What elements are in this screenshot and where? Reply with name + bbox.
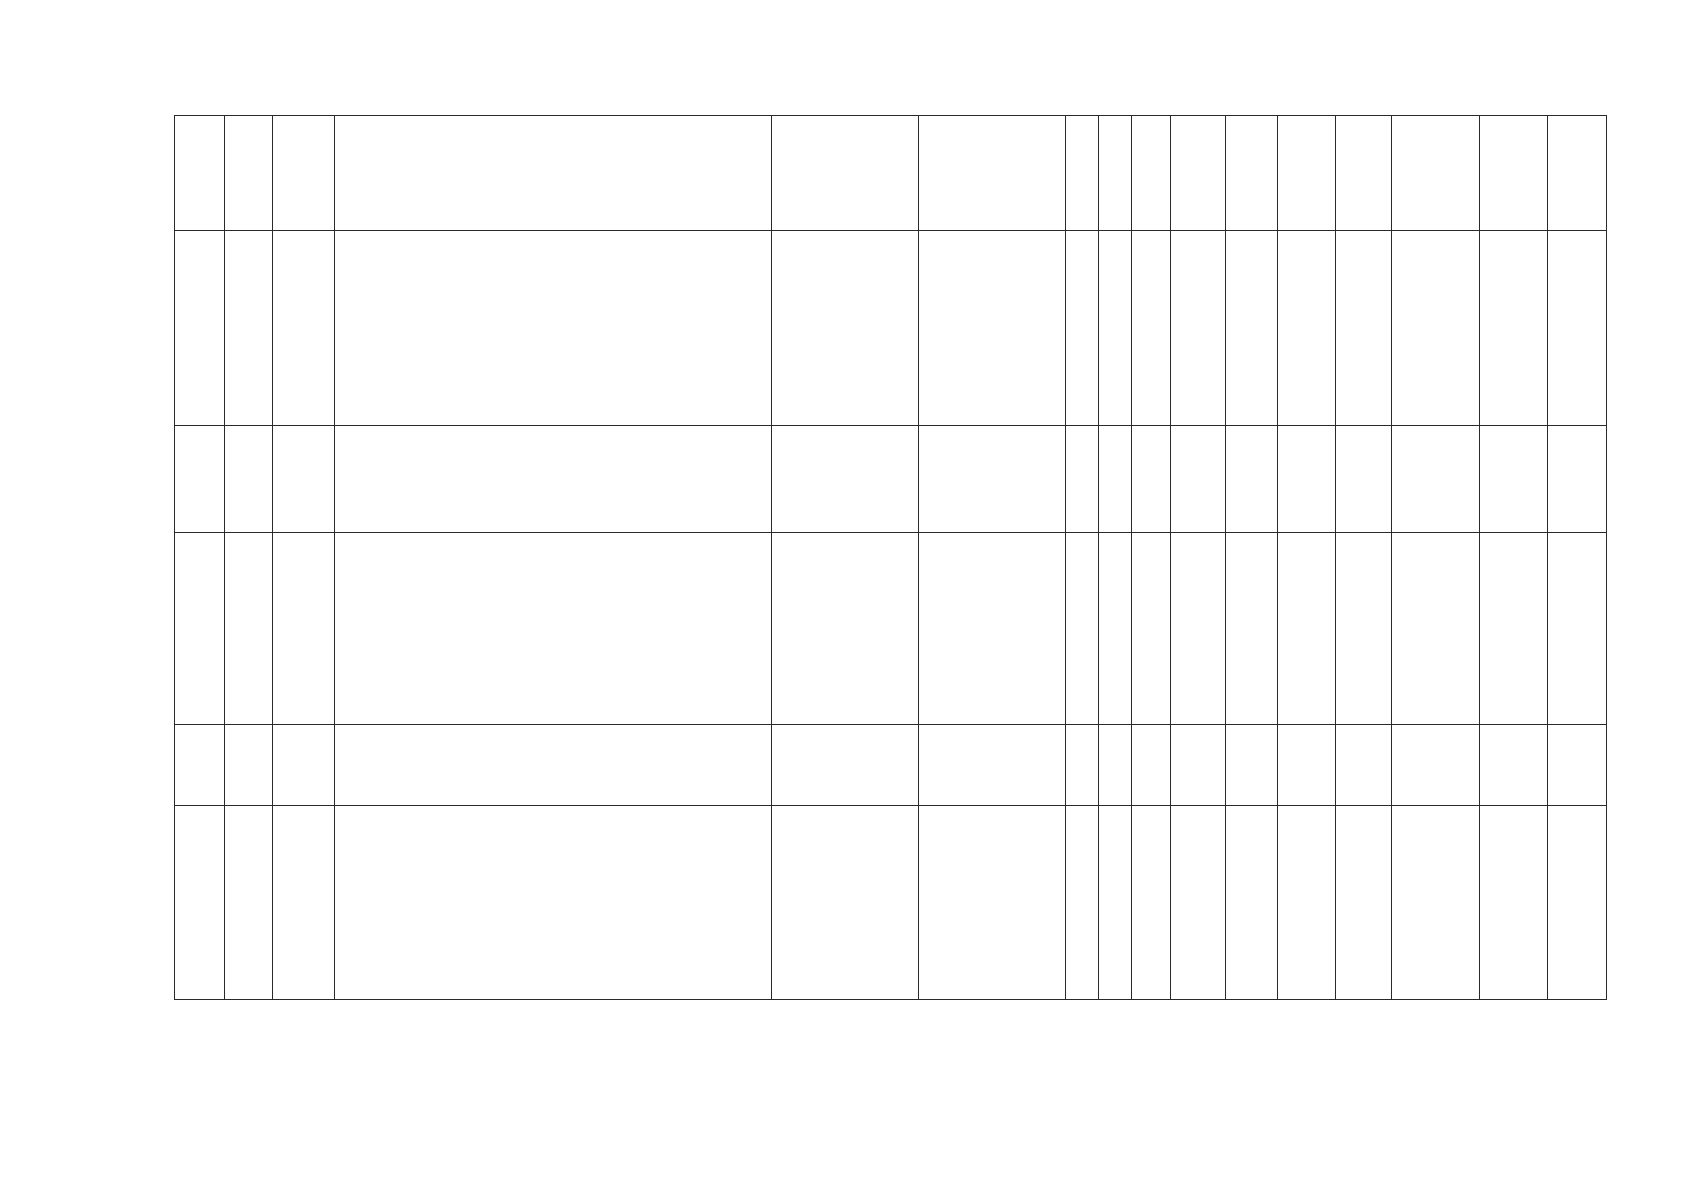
vehicle-count-cell: [1336, 533, 1392, 725]
note-cell: [1548, 116, 1607, 231]
stops-list-cell: [335, 231, 772, 426]
forward-length-cell: [1099, 426, 1132, 533]
start-date-cell: [1392, 426, 1480, 533]
table-row: [175, 725, 1607, 806]
stops-list-cell: [335, 116, 772, 231]
route-number-cell: [225, 806, 273, 1000]
stop-order-cell: [1171, 231, 1226, 426]
table-row: [175, 533, 1607, 725]
stop-order-cell: [1171, 116, 1226, 231]
forward-length-cell: [1099, 231, 1132, 426]
fare-type-cell: [1226, 806, 1278, 1000]
fare-type-cell: [1226, 116, 1278, 231]
routes-table: [174, 115, 1607, 1000]
table-row: [175, 231, 1607, 426]
streets-forward-cell: [772, 806, 919, 1000]
carrier-cell: [1480, 116, 1548, 231]
route-number-cell: [225, 231, 273, 426]
streets-backward-cell: [919, 533, 1066, 725]
backward-length-cell: [1132, 533, 1171, 725]
forward-length-cell: [1099, 116, 1132, 231]
carrier-cell: [1480, 806, 1548, 1000]
streets-forward-cell: [772, 533, 919, 725]
vehicle-class-cell: [1278, 806, 1336, 1000]
start-date-cell: [1392, 231, 1480, 426]
forward-length-cell: [1099, 533, 1132, 725]
row-number-cell: [175, 231, 225, 426]
streets-backward-cell: [919, 725, 1066, 806]
route-length-cell: [1066, 806, 1099, 1000]
stops-list-cell: [335, 426, 772, 533]
streets-backward-cell: [919, 116, 1066, 231]
note-cell: [1548, 725, 1607, 806]
stop-order-cell: [1171, 806, 1226, 1000]
route-name-cell: [273, 533, 335, 725]
table-row: [175, 116, 1607, 231]
route-length-cell: [1066, 426, 1099, 533]
note-cell: [1548, 533, 1607, 725]
stop-order-cell: [1171, 426, 1226, 533]
route-length-cell: [1066, 231, 1099, 426]
route-name-cell: [273, 725, 335, 806]
fare-type-cell: [1226, 725, 1278, 806]
row-number-cell: [175, 116, 225, 231]
forward-length-cell: [1099, 725, 1132, 806]
route-length-cell: [1066, 533, 1099, 725]
vehicle-count-cell: [1336, 116, 1392, 231]
streets-backward-cell: [919, 806, 1066, 1000]
route-number-cell: [225, 116, 273, 231]
vehicle-class-cell: [1278, 725, 1336, 806]
streets-forward-cell: [772, 116, 919, 231]
row-number-cell: [175, 725, 225, 806]
vehicle-class-cell: [1278, 426, 1336, 533]
carrier-cell: [1480, 725, 1548, 806]
route-length-cell: [1066, 116, 1099, 231]
row-number-cell: [175, 533, 225, 725]
route-number-cell: [225, 725, 273, 806]
start-date-cell: [1392, 725, 1480, 806]
backward-length-cell: [1132, 725, 1171, 806]
stop-order-cell: [1171, 725, 1226, 806]
forward-length-cell: [1099, 806, 1132, 1000]
note-cell: [1548, 806, 1607, 1000]
route-name-cell: [273, 426, 335, 533]
route-number-cell: [225, 533, 273, 725]
note-cell: [1548, 231, 1607, 426]
vehicle-count-cell: [1336, 231, 1392, 426]
carrier-cell: [1480, 426, 1548, 533]
stops-list-cell: [335, 806, 772, 1000]
stop-order-cell: [1171, 533, 1226, 725]
vehicle-count-cell: [1336, 725, 1392, 806]
carrier-cell: [1480, 231, 1548, 426]
backward-length-cell: [1132, 116, 1171, 231]
row-number-cell: [175, 426, 225, 533]
table-row: [175, 806, 1607, 1000]
vehicle-class-cell: [1278, 533, 1336, 725]
backward-length-cell: [1132, 231, 1171, 426]
backward-length-cell: [1132, 426, 1171, 533]
streets-forward-cell: [772, 231, 919, 426]
streets-forward-cell: [772, 725, 919, 806]
backward-length-cell: [1132, 806, 1171, 1000]
stops-list-cell: [335, 533, 772, 725]
table-row: [175, 426, 1607, 533]
start-date-cell: [1392, 533, 1480, 725]
route-number-cell: [225, 426, 273, 533]
start-date-cell: [1392, 806, 1480, 1000]
start-date-cell: [1392, 116, 1480, 231]
streets-backward-cell: [919, 426, 1066, 533]
route-name-cell: [273, 231, 335, 426]
route-length-cell: [1066, 725, 1099, 806]
fare-type-cell: [1226, 231, 1278, 426]
vehicle-count-cell: [1336, 426, 1392, 533]
fare-type-cell: [1226, 533, 1278, 725]
stops-list-cell: [335, 725, 772, 806]
vehicle-count-cell: [1336, 806, 1392, 1000]
streets-forward-cell: [772, 426, 919, 533]
row-number-cell: [175, 806, 225, 1000]
carrier-cell: [1480, 533, 1548, 725]
note-cell: [1548, 426, 1607, 533]
vehicle-class-cell: [1278, 116, 1336, 231]
vehicle-class-cell: [1278, 231, 1336, 426]
route-name-cell: [273, 806, 335, 1000]
route-name-cell: [273, 116, 335, 231]
fare-type-cell: [1226, 426, 1278, 533]
streets-backward-cell: [919, 231, 1066, 426]
